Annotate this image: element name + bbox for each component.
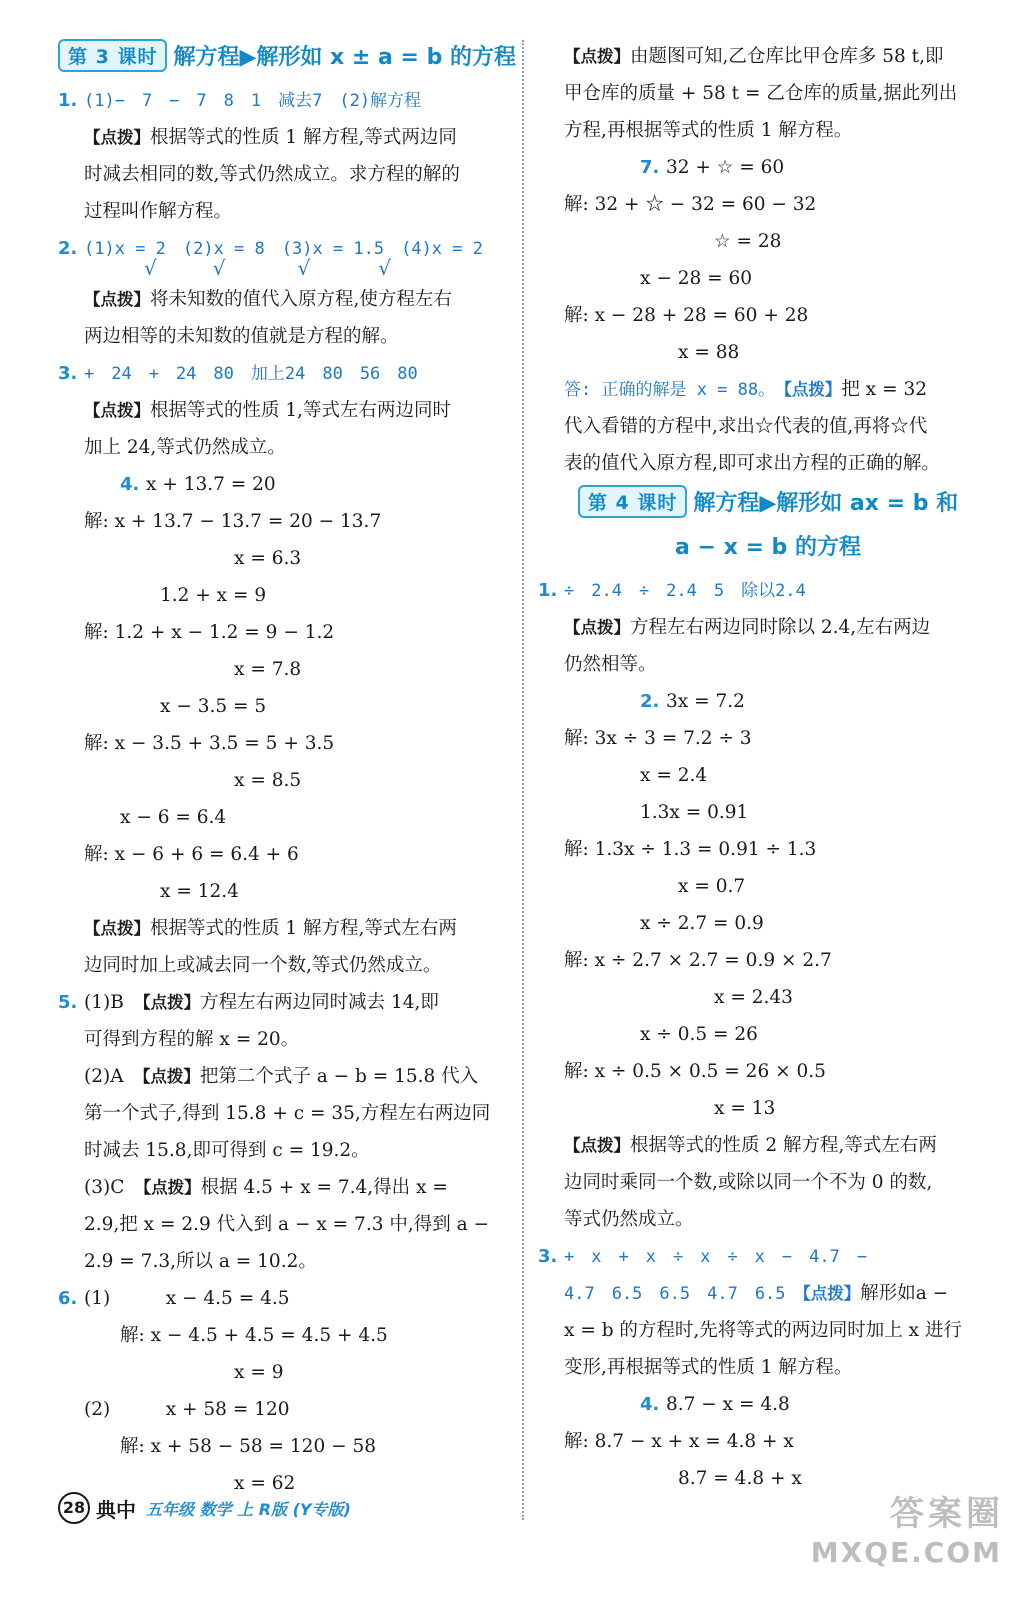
answer-line — [538, 1312, 998, 1349]
lesson4-title-line2: a − x = b 的方程 — [675, 535, 861, 560]
right-column — [538, 38, 998, 1497]
answer-line — [58, 1095, 518, 1132]
line-text: x = 88 — [678, 342, 740, 363]
lesson3-title: 解方程▶解形如 x ± a = b 的方程 — [173, 44, 516, 70]
line-text: 等式仍然成立。 — [564, 1209, 694, 1230]
line-text: 变形,再根据等式的性质 1 解方程。 — [564, 1357, 853, 1378]
line-text: ÷ 2.4 ÷ 2.4 5 除以2.4 — [564, 581, 806, 601]
tip-label: 【点拨】 — [142, 1067, 200, 1086]
line-text: x ÷ 2.7 = 0.9 — [640, 913, 764, 934]
line-text: 2.9,把 x = 2.9 代入到 a − x = 7.3 中,得到 a − — [84, 1214, 490, 1235]
line-text: 解: x − 4.5 + 4.5 = 4.5 + 4.5 — [120, 1325, 388, 1346]
line-text: x = 12.4 — [160, 881, 239, 902]
answer-line — [58, 1206, 518, 1243]
question-number: 6. — [58, 1288, 78, 1309]
line-text: 根据等式的性质 1 解方程,等式左右两 — [150, 918, 457, 939]
tip-label: 【点拨】 — [802, 1284, 861, 1303]
line-text: 时减去 15.8,即可得到 c = 19.2。 — [84, 1140, 370, 1161]
question-number: 1. — [538, 580, 558, 601]
check-mark-icon: √ — [212, 256, 226, 280]
answer-line — [58, 318, 518, 355]
answer-line — [58, 392, 518, 429]
tip-text: 把 x = 32 — [841, 379, 927, 400]
answer-line — [58, 1428, 518, 1465]
line-text: x = 2.4 — [640, 765, 708, 786]
line-text: 加上 24,等式仍然成立。 — [84, 437, 286, 458]
answer-line — [58, 156, 518, 193]
line-text: 解: x − 3.5 + 3.5 = 5 + 3.5 — [84, 733, 335, 754]
right-answer-lines-b — [538, 572, 998, 1497]
answer-line — [538, 297, 998, 334]
line-text: x − 28 = 60 — [640, 268, 753, 289]
answer-line — [58, 1169, 518, 1206]
line-text: 表的值代入原方程,即可求出方程的正确的解。 — [564, 453, 940, 474]
right-answer-lines-a — [538, 38, 998, 482]
watermark-url: MXQE.COM — [810, 1536, 1002, 1569]
answer-line — [538, 1127, 998, 1164]
line-text: x ÷ 0.5 = 26 — [640, 1024, 758, 1045]
question-number: 1. — [58, 90, 78, 111]
question-number: 2. — [58, 238, 78, 259]
answer-line — [538, 831, 998, 868]
line-text: 根据等式的性质 2 解方程,等式左右两 — [630, 1135, 937, 1156]
answer-line — [538, 1053, 998, 1090]
answer-line — [58, 1280, 518, 1317]
line-text: (1)− 7 − 7 8 1 减去7 (2)解方程 — [84, 91, 422, 111]
question-number: 4. — [640, 1394, 660, 1415]
left-column — [58, 38, 518, 1502]
tip-label: 【点拨】 — [564, 47, 630, 66]
answer-line — [58, 1058, 518, 1095]
answer-line — [58, 762, 518, 799]
answer-line — [58, 1132, 518, 1169]
line-text: x = 2.43 — [714, 987, 793, 1008]
answer-line — [538, 1201, 998, 1238]
answer-line — [538, 149, 998, 186]
answer-line — [538, 757, 998, 794]
answer-line — [58, 947, 518, 984]
answer-line — [538, 1164, 998, 1201]
line-text: x = b 的方程时,先将等式的两边同时加上 x 进行 — [564, 1320, 962, 1341]
answer-line — [538, 1238, 998, 1275]
answer-line — [538, 186, 998, 223]
answer-line — [58, 725, 518, 762]
answer-line — [538, 646, 998, 683]
tip-text: 方程左右两边同时减去 14,即 — [200, 992, 439, 1013]
book-info: 五年级 数学 上 R版 (Y专版) — [146, 1499, 351, 1519]
tip-text: 解形如a − — [860, 1283, 949, 1304]
line-text: 甲仓库的质量 + 58 t = 乙仓库的质量,据此列出 — [564, 83, 958, 104]
line-text: (1)B — [84, 992, 143, 1013]
answer-line — [538, 112, 998, 149]
tip-label: 【点拨】 — [783, 380, 842, 399]
check-mark-icon: √ — [297, 256, 311, 280]
line-text: x = 0.7 — [678, 876, 746, 897]
line-text: 8.7 − x = 4.8 — [666, 1394, 790, 1415]
line-text: 8.7 = 4.8 + x — [678, 1468, 802, 1489]
answer-line — [58, 688, 518, 725]
answer-line — [58, 82, 518, 119]
line-text: 解: 1.2 + x − 1.2 = 9 − 1.2 — [84, 622, 335, 643]
line-text: 2.9 = 7.3,所以 a = 10.2。 — [84, 1251, 317, 1272]
answer-line — [538, 942, 998, 979]
line-text: 3x = 7.2 — [666, 691, 745, 712]
line-text: (2) x + 58 = 120 — [84, 1399, 290, 1420]
line-text: 解: x ÷ 2.7 × 2.7 = 0.9 × 2.7 — [564, 950, 832, 971]
answer-line — [538, 223, 998, 260]
tip-text: 把第二个式子 a − b = 15.8 代入 — [199, 1066, 479, 1087]
answer-line — [538, 1386, 998, 1423]
line-text: 两边相等的未知数的值就是方程的解。 — [84, 326, 399, 347]
line-text: 方程左右两边同时除以 2.4,左右两边 — [630, 617, 931, 638]
line-text: 边同时乘同一个数,或除以同一个不为 0 的数, — [564, 1172, 933, 1193]
line-text: 边同时加上或减去同一个数,等式仍然成立。 — [84, 955, 442, 976]
answer-line — [538, 1349, 998, 1386]
page-number: 28 — [58, 1492, 90, 1524]
tip-label: 【点拨】 — [84, 919, 150, 938]
lesson3-header — [58, 38, 518, 72]
answer-line — [538, 905, 998, 942]
answer-line — [538, 1016, 998, 1053]
tip-label: 【点拨】 — [142, 993, 201, 1012]
line-text: (3)C — [84, 1177, 143, 1198]
answer-line — [58, 540, 518, 577]
answer-line — [538, 334, 998, 371]
column-divider — [522, 40, 524, 1520]
question-number: 5. — [58, 992, 78, 1013]
line-text: 由题图可知,乙仓库比甲仓库多 58 t,即 — [630, 46, 944, 67]
answer-line — [58, 1021, 518, 1058]
line-text: 时减去相同的数,等式仍然成立。求方程的解的 — [84, 164, 460, 185]
line-text: 根据等式的性质 1 解方程,等式两边同 — [150, 127, 457, 148]
answer-line — [58, 1317, 518, 1354]
tip-label: 【点拨】 — [564, 1136, 630, 1155]
lesson3-badge: 第 3 课时 — [58, 39, 167, 72]
line-text: x = 13 — [714, 1098, 776, 1119]
question-number: 7. — [640, 157, 660, 178]
answer-line — [538, 260, 998, 297]
question-number: 2. — [640, 691, 660, 712]
question-number: 3. — [58, 363, 78, 384]
line-text: (1) x − 4.5 = 4.5 — [84, 1288, 290, 1309]
answer-line — [538, 1423, 998, 1460]
tip-label: 【点拨】 — [564, 618, 630, 637]
line-text: 1.2 + x = 9 — [160, 585, 267, 606]
line-text: 32 + ☆ = 60 — [666, 157, 785, 178]
answer-line — [538, 1090, 998, 1127]
answer-line — [58, 466, 518, 503]
answer-line — [58, 910, 518, 947]
line-text: 代入看错的方程中,求出☆代表的值,再将☆代 — [564, 416, 928, 437]
line-text: 可得到方程的解 x = 20。 — [84, 1029, 300, 1050]
tip-label: 【点拨】 — [84, 128, 150, 147]
answer-line — [58, 651, 518, 688]
answer-line — [538, 38, 998, 75]
question-number: 3. — [538, 1246, 558, 1267]
check-mark-icon: √ — [144, 256, 157, 280]
answer-line — [538, 408, 998, 445]
answer-line — [538, 720, 998, 757]
line-text: x = 8.5 — [234, 770, 302, 791]
answer-line — [58, 1354, 518, 1391]
series-logo: 典中 — [96, 1497, 136, 1522]
line-text: 根据等式的性质 1,等式左右两边同时 — [150, 400, 452, 421]
line-text: x = 7.8 — [234, 659, 302, 680]
line-text: x = 6.3 — [234, 548, 302, 569]
line-text: x = 62 — [234, 1473, 296, 1494]
line-text: 方程,再根据等式的性质 1 解方程。 — [564, 120, 853, 141]
line-text: x − 6 = 6.4 — [120, 807, 227, 828]
line-text: 1.3x = 0.91 — [640, 802, 749, 823]
answer-line — [58, 429, 518, 466]
tip-text: 根据 4.5 + x = 7.4,得出 x = — [200, 1177, 448, 1198]
answer-line — [538, 572, 998, 609]
line-text: 解: x + 13.7 − 13.7 = 20 − 13.7 — [84, 511, 382, 532]
line-text: (2)A — [84, 1066, 143, 1087]
answer-line — [538, 371, 998, 408]
line-text: 过程叫作解方程。 — [84, 201, 233, 222]
line-text: + x + x ÷ x ÷ x − 4.7 − — [564, 1247, 868, 1267]
line-text: x + 13.7 = 20 — [146, 474, 276, 495]
answer-line — [58, 836, 518, 873]
answer-line — [538, 794, 998, 831]
line-text: 将未知数的值代入原方程,使方程左右 — [150, 289, 452, 310]
answer-line — [58, 503, 518, 540]
check-mark-icon: √ — [378, 256, 391, 280]
line-text: 4.7 6.5 6.5 4.7 6.5 — [564, 1284, 803, 1304]
line-text: 解: 8.7 − x + x = 4.8 + x — [564, 1431, 794, 1452]
line-text: 解: 3x ÷ 3 = 7.2 ÷ 3 — [564, 728, 752, 749]
line-text: x − 3.5 = 5 — [160, 696, 267, 717]
line-text: 解: x − 28 + 28 = 60 + 28 — [564, 305, 809, 326]
answer-line — [58, 1243, 518, 1280]
answer-line — [58, 281, 518, 318]
answer-line — [538, 868, 998, 905]
answer-line — [538, 979, 998, 1016]
answer-line — [538, 75, 998, 112]
answer-line — [58, 355, 518, 392]
line-text: 解: x ÷ 0.5 × 0.5 = 26 × 0.5 — [564, 1061, 826, 1082]
lesson4-title: 解方程▶解形如 ax = b 和 — [693, 490, 959, 516]
answer-line — [58, 984, 518, 1021]
answer-line — [538, 445, 998, 482]
answer-line — [538, 683, 998, 720]
line-text: 解: x + 58 − 58 = 120 − 58 — [120, 1436, 377, 1457]
line-text: ☆ = 28 — [714, 231, 782, 252]
line-text: 解: 32 + ☆ − 32 = 60 − 32 — [564, 194, 817, 215]
page-footer — [58, 1492, 351, 1524]
answer-line — [538, 609, 998, 646]
line-text: + 24 + 24 80 加上24 80 56 80 — [84, 364, 418, 384]
line-text: 答: 正确的解是 x = 88。 — [564, 380, 784, 400]
answer-line — [58, 614, 518, 651]
tip-label: 【点拨】 — [84, 401, 150, 420]
tip-label: 【点拨】 — [142, 1178, 201, 1197]
answer-line — [58, 799, 518, 836]
watermark-logo: 答案圈 — [890, 1494, 1004, 1534]
answer-line — [58, 1391, 518, 1428]
line-text: 仍然相等。 — [564, 654, 657, 675]
answer-line — [58, 873, 518, 910]
question-number: 4. — [120, 474, 140, 495]
left-answer-lines — [58, 82, 518, 1502]
line-text: 解: x − 6 + 6 = 6.4 + 6 — [84, 844, 299, 865]
line-text: 解: 1.3x ÷ 1.3 = 0.91 ÷ 1.3 — [564, 839, 817, 860]
line-text: (1)x = 2 (2)x = 8 (3)x = 1.5 (4)x = 2 — [84, 239, 483, 259]
lesson4-header — [538, 484, 998, 518]
lesson4-badge: 第 4 课时 — [578, 485, 687, 518]
answer-line — [58, 193, 518, 230]
line-text: 第一个式子,得到 15.8 + c = 35,方程左右两边同 — [84, 1103, 491, 1124]
answer-line — [58, 119, 518, 156]
answer-line — [538, 1275, 998, 1312]
line-text: x = 9 — [234, 1362, 284, 1383]
tip-label: 【点拨】 — [84, 290, 150, 309]
answer-line — [58, 577, 518, 614]
